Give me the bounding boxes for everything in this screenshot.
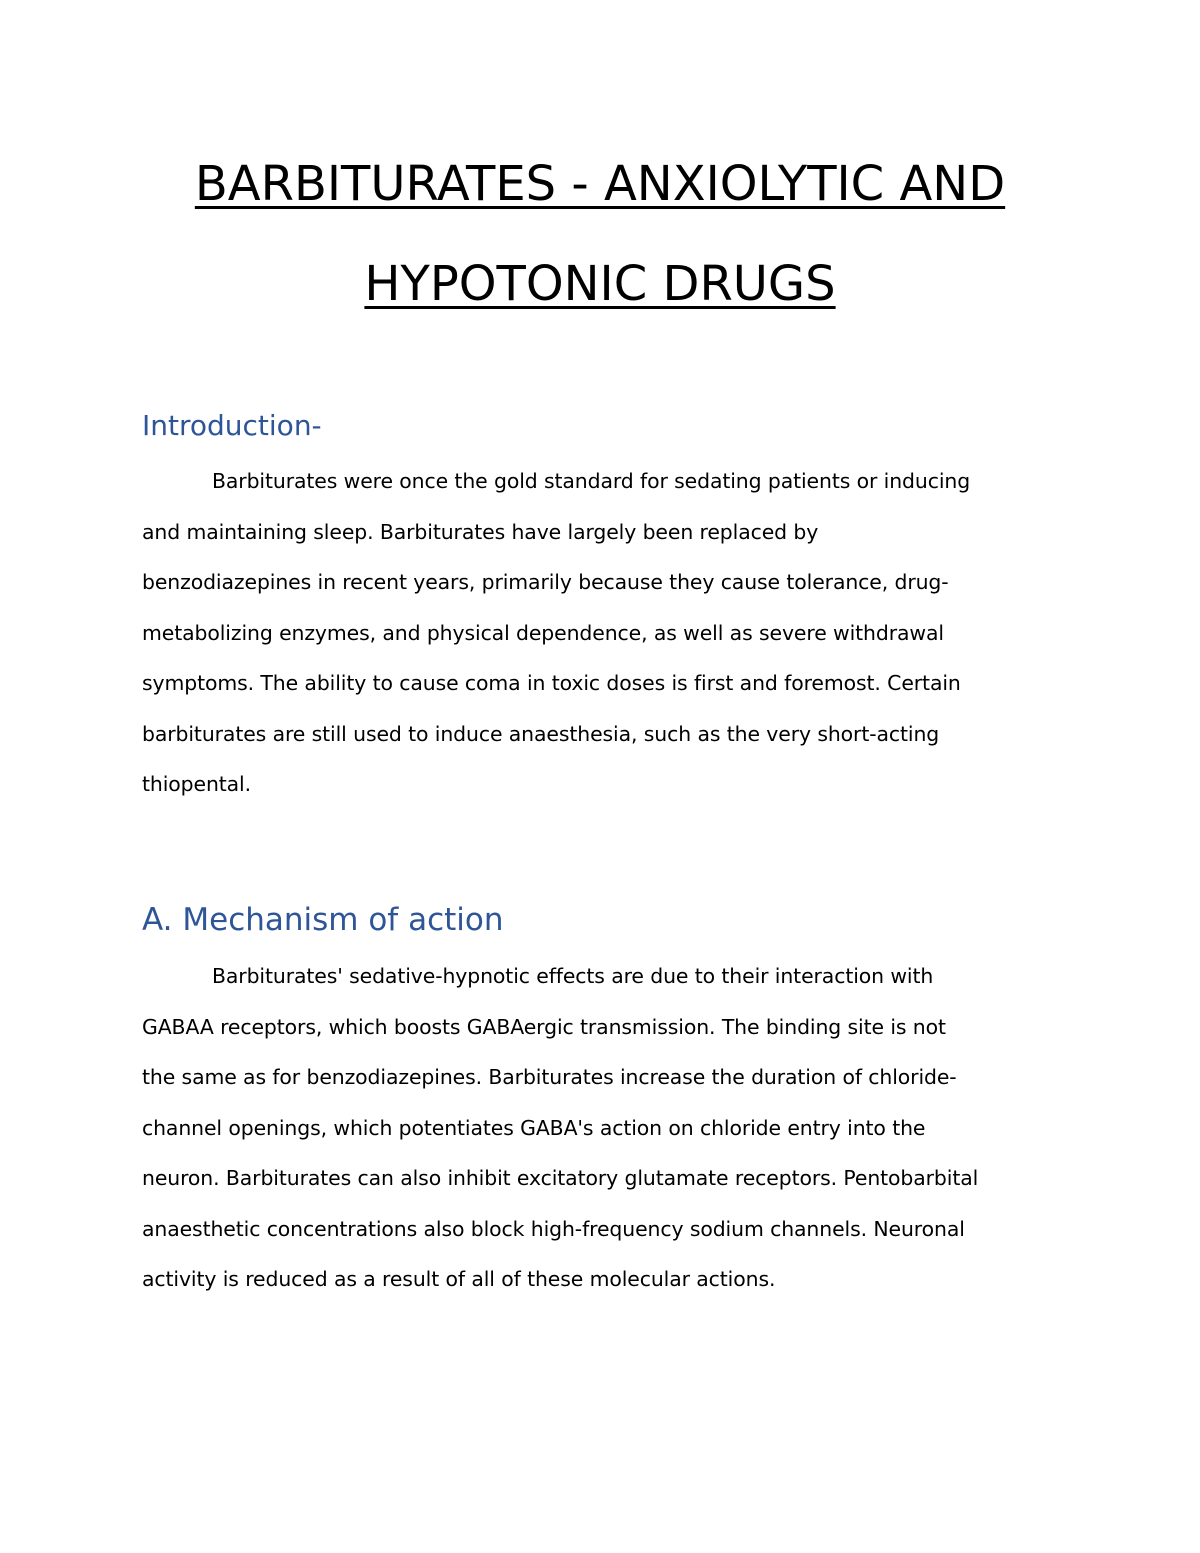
mechanism-heading: A. Mechanism of action — [142, 902, 504, 938]
document-title — [100, 134, 1100, 334]
mechanism-paragraph — [142, 951, 1062, 1305]
paragraph-line: metabolizing enzymes, and physical dependence, as well as severe withdrawal — [142, 620, 944, 645]
paragraph-line: barbiturates are still used to induce anaesthesia, such as the very short-acting — [142, 721, 940, 746]
paragraph-line: Barbiturates' sedative-hypnotic effects are due to their interaction with — [212, 964, 934, 988]
paragraph-line: benzodiazepines in recent years, primarily because they cause tolerance, drug- — [142, 570, 949, 594]
introduction-heading: Introduction- — [142, 409, 322, 442]
paragraph-line: anaesthetic concentrations also block high-frequency sodium channels. Neuronal — [142, 1216, 965, 1241]
paragraph-line: Barbiturates were once the gold standard for sedating patients or inducing — [212, 469, 971, 493]
paragraph-line: the same as for benzodiazepines. Barbiturates increase the duration of chloride- — [142, 1065, 957, 1089]
paragraph-line: symptoms. The ability to cause coma in toxic doses is first and foremost. Certain — [142, 671, 961, 695]
paragraph-line: GABAA receptors, which boosts GABAergic transmission. The binding site is not — [142, 1014, 946, 1039]
paragraph-line: and maintaining sleep. Barbiturates have largely been replaced by — [142, 519, 819, 544]
paragraph-line: neuron. Barbiturates can also inhibit excitatory glutamate receptors. Pentobarbital — [142, 1166, 979, 1190]
paragraph-line: channel openings, which potentiates GABA's action on chloride entry into the — [142, 1115, 926, 1140]
paragraph-line: thiopental. — [142, 772, 252, 796]
title-line-2: HYPOTONIC DRUGS — [364, 256, 836, 312]
paragraph-line: activity is reduced as a result of all of these molecular actions. — [142, 1267, 776, 1291]
introduction-paragraph — [142, 456, 1062, 810]
title-line-1: BARBITURATES - ANXIOLYTIC AND — [194, 156, 1006, 212]
